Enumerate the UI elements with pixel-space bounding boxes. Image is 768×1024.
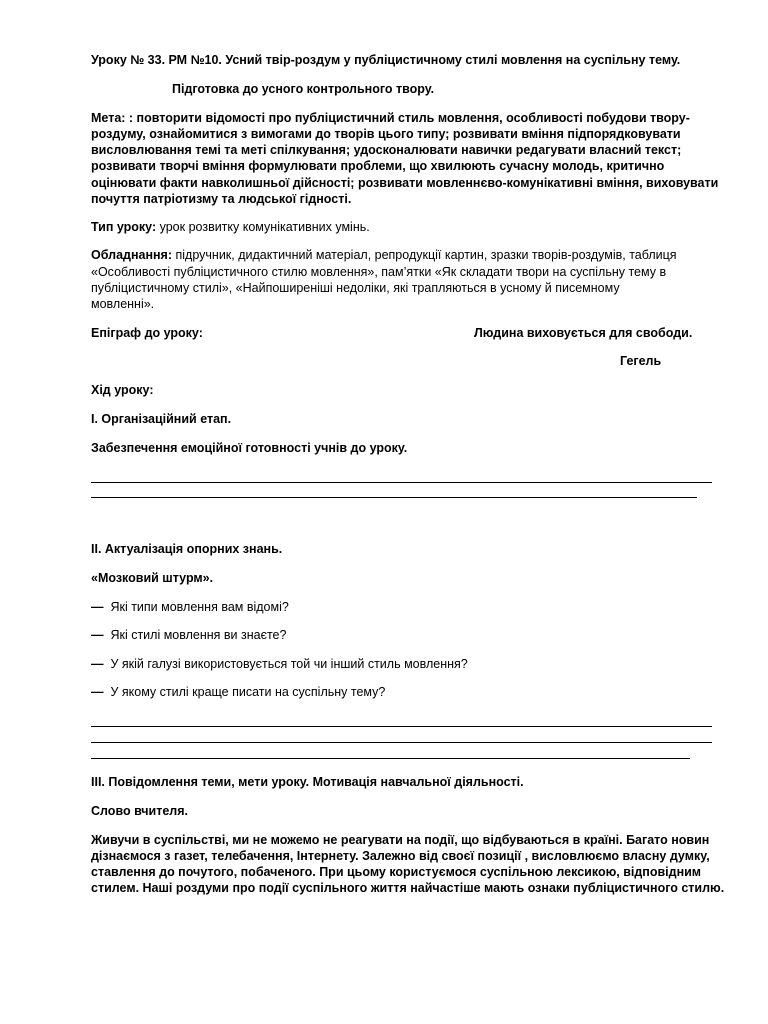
goal-label: Мета: <box>91 111 126 125</box>
lesson-subtitle: Підготовка до усного контрольного твору. <box>172 82 435 96</box>
course-title: Хід уроку: <box>91 383 154 397</box>
epigraph-label: Епіграф до уроку: <box>91 326 203 340</box>
question-item: — У якій галузі використовується той чи інший стиль мовлення? <box>91 657 468 671</box>
equipment-label: Обладнання: <box>91 248 173 262</box>
teacher-text-line: стилем. Наші роздуми про події суспільного життя найчастіше мають ознаки публіцистичного стилю. <box>91 881 725 895</box>
stage-1-heading: І. Організаційний етап. <box>91 412 232 426</box>
equipment-line-3: публіцистичному стилі», «Найпоширеніші недоліки, які трапляються в усному й писемному <box>91 281 620 295</box>
dash-marker: — <box>91 628 104 642</box>
teacher-text-line: Живучи в суспільстві, ми не можемо не реагувати на події, що відбуваються в країні. Багато новин <box>91 833 710 847</box>
answer-line <box>91 758 690 759</box>
answer-line <box>91 482 712 483</box>
dash-marker: — <box>91 657 104 671</box>
stage-2-heading: ІІ. Актуалізація опорних знань. <box>91 542 283 556</box>
lesson-type-label: Тип уроку: <box>91 220 157 234</box>
answer-line <box>91 742 712 743</box>
epigraph-quote: Людина виховується для свободи. <box>474 326 693 340</box>
goal-line-4: розвивати творчі вміння формулювати проблеми, що хвилюють сучасну молодь, критично <box>91 159 665 173</box>
goal-line-5: оцінювати факти навколишньої дійсності; розвивати мовленнєво-комунікативні вміння, виховувати <box>91 176 719 190</box>
epigraph-author: Гегель <box>620 354 662 368</box>
teacher-text-line: дізнаємося з газет, телебачення, Інтернету. Залежно від своєї позиції , висловлюємо власну думку, <box>91 849 710 863</box>
goal-line-1: Мета: : повторити відомості про публіцистичний стиль мовлення, особливості побудови твору- <box>91 111 690 125</box>
equipment-line-1: Обладнання: підручник, дидактичний матеріал, репродукції картин, зразки творів-роздумів, таблиця <box>91 248 677 262</box>
lesson-type-value: урок розвитку комунікативних умінь. <box>156 220 370 234</box>
goal-line-6: почуття патріотизму та людської гідності. <box>91 192 352 206</box>
equipment-line-4: мовленні». <box>91 297 155 311</box>
answer-line <box>91 497 697 498</box>
stage-3-heading: ІІІ. Повідомлення теми, мети уроку. Мотивація навчальної діяльності. <box>91 775 524 789</box>
stage-1-text: Забезпечення емоційної готовності учнів до уроку. <box>91 441 408 455</box>
dash-marker: — <box>91 685 104 699</box>
teacher-word-heading: Слово вчителя. <box>91 804 188 818</box>
answer-line <box>91 726 712 727</box>
question-item: — Які стилі мовлення ви знаєте? <box>91 628 287 642</box>
dash-marker: — <box>91 600 104 614</box>
teacher-text-line: ставлення до почутого, побаченого. При цьому користуємося суспільною лексикою, відповідним <box>91 865 702 879</box>
equipment-line-2: «Особливості публіцистичного стилю мовлення», пам’ятки «Як складати твори на суспільну тему в <box>91 265 667 279</box>
lesson-title: Уроку № 33. РМ №10. Усний твір-роздум у публіцистичному стилі мовлення на суспільну тему. <box>91 53 681 67</box>
lesson-type <box>91 219 721 236</box>
question-item: — У якому стилі краще писати на суспільну тему? <box>91 685 386 699</box>
question-item: — Які типи мовлення вам відомі? <box>91 600 289 614</box>
goal-line-3: висловлювання темі та меті спілкування; удосконалювати навички редагувати власний текст; <box>91 143 682 157</box>
brainstorm-heading: «Мозковий штурм». <box>91 571 214 585</box>
goal-line-2: роздуму, ознайомитися з вимогами до творів цього типу; розвивати вміння підпорядковувати <box>91 127 681 141</box>
